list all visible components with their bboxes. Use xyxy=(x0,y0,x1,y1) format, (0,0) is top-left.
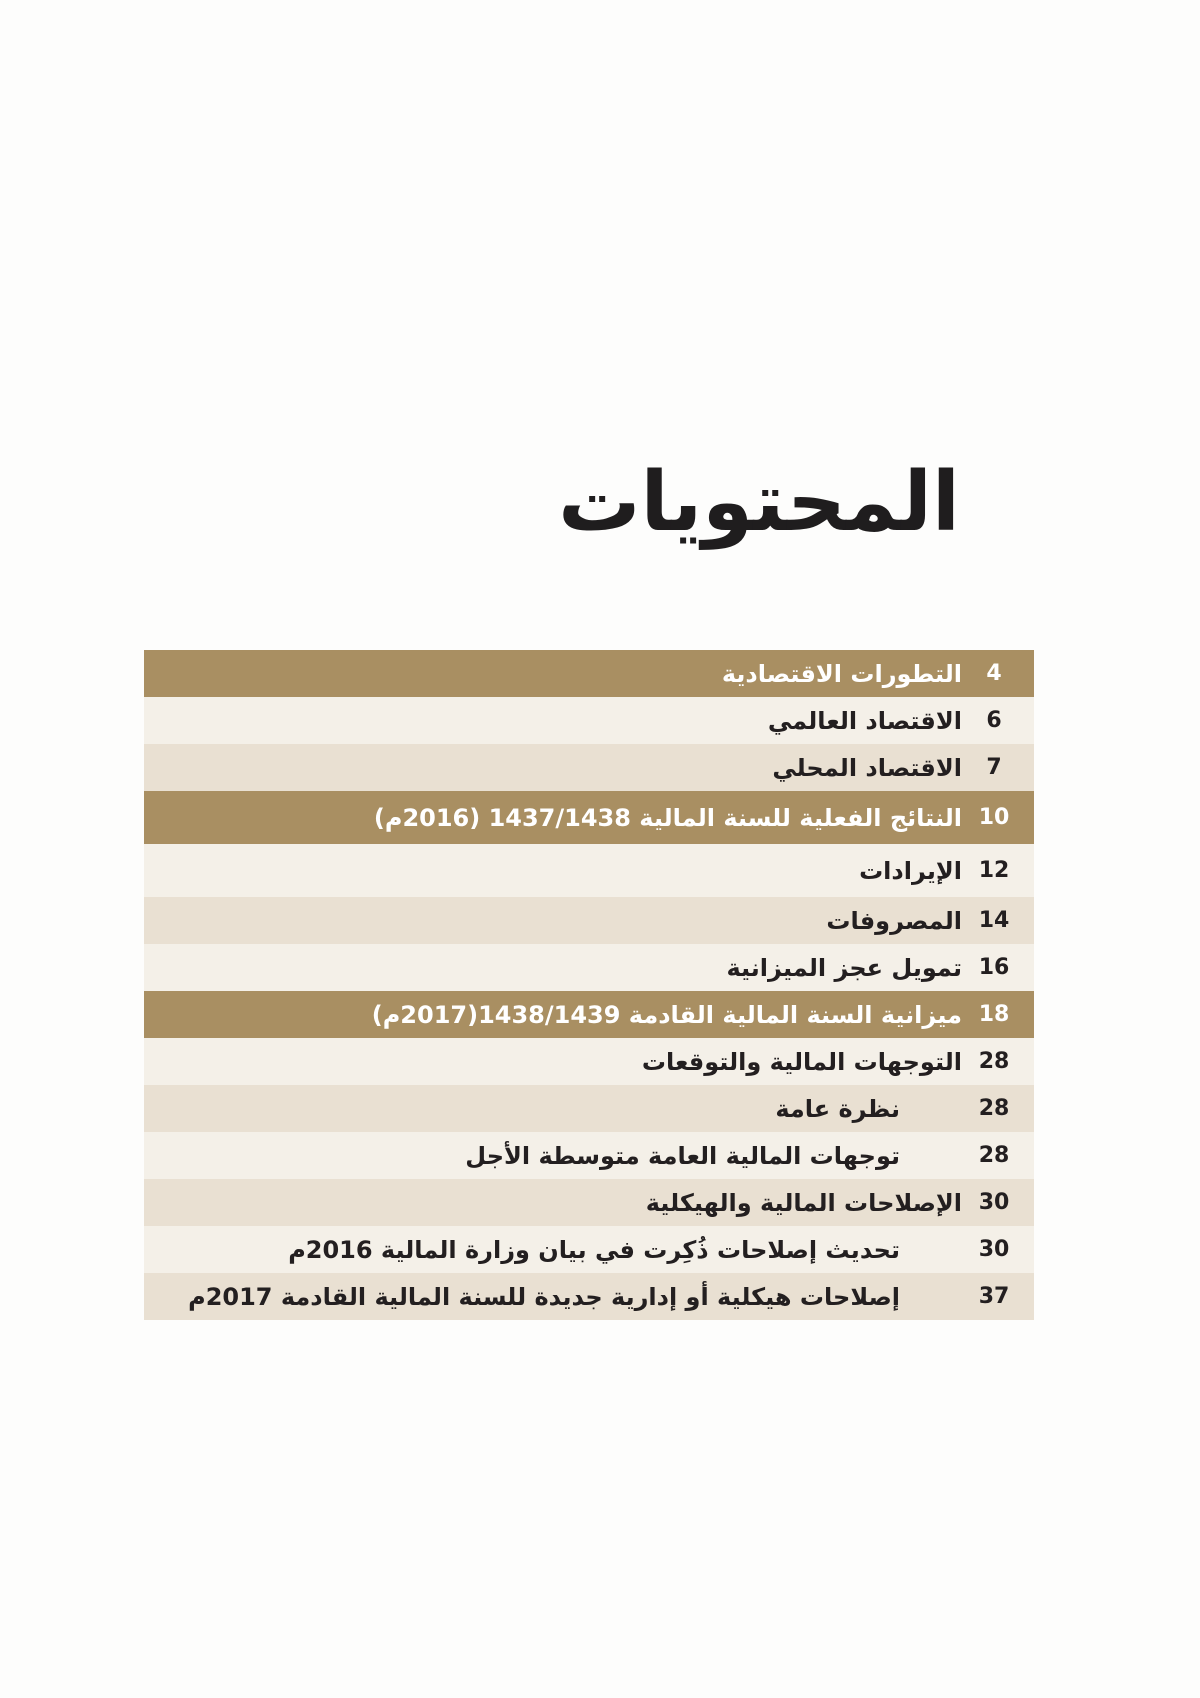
toc-page-number: 28 xyxy=(978,1143,1010,1168)
toc-row[interactable] xyxy=(144,1132,1034,1179)
toc-entry-label: نظرة عامة xyxy=(775,1094,900,1123)
toc-row[interactable] xyxy=(144,1038,1034,1085)
toc-entry-label: التطورات الاقتصادية xyxy=(721,659,962,688)
toc-page-number: 7 xyxy=(986,755,1002,780)
toc-page-number: 10 xyxy=(978,805,1010,830)
toc-entry-label: تمويل عجز الميزانية xyxy=(726,953,962,982)
toc-entry-label: توجهات المالية العامة متوسطة الأجل xyxy=(465,1141,900,1170)
page-title: المحتويات xyxy=(558,455,960,550)
toc-page-number: 16 xyxy=(978,955,1010,980)
toc-page-number: 6 xyxy=(986,708,1002,733)
toc-row[interactable] xyxy=(144,844,1034,897)
toc-page-number: 12 xyxy=(978,858,1010,883)
toc-row[interactable] xyxy=(144,697,1034,744)
toc-entry-label: الإصلاحات المالية والهيكلية xyxy=(645,1188,962,1217)
toc-row[interactable] xyxy=(144,1273,1034,1320)
toc-row[interactable] xyxy=(144,1226,1034,1273)
toc-row[interactable] xyxy=(144,897,1034,944)
toc-entry-label: التوجهات المالية والتوقعات xyxy=(641,1047,962,1076)
toc-entry-label: الإيرادات xyxy=(859,856,962,885)
toc-row[interactable] xyxy=(144,791,1034,844)
toc-page-number: 14 xyxy=(978,908,1010,933)
toc-page-number: 30 xyxy=(978,1190,1010,1215)
toc-row[interactable] xyxy=(144,991,1034,1038)
toc-entry-label: النتائج الفعلية للسنة المالية 1437/1438 (2016م) xyxy=(373,803,962,832)
toc-page-number: 28 xyxy=(978,1049,1010,1074)
toc-row[interactable] xyxy=(144,744,1034,791)
toc-entry-label: المصروفات xyxy=(826,906,962,935)
toc-entry-label: إصلاحات هيكلية أو إدارية جديدة للسنة المالية القادمة 2017م xyxy=(188,1282,900,1311)
toc-entry-label: تحديث إصلاحات ذُكِرت في بيان وزارة المالية 2016م xyxy=(288,1235,900,1264)
toc-page-number: 4 xyxy=(986,661,1002,686)
toc-row[interactable] xyxy=(144,1179,1034,1226)
toc-entry-label: ميزانية السنة المالية القادمة 1438/1439(2017م) xyxy=(371,1000,962,1029)
toc-page-number: 18 xyxy=(978,1002,1010,1027)
toc-entry-label: الاقتصاد المحلي xyxy=(772,753,962,782)
toc-page-number: 37 xyxy=(978,1284,1010,1309)
toc-entry-label: الاقتصاد العالمي xyxy=(767,706,962,735)
toc-row[interactable] xyxy=(144,1085,1034,1132)
toc-row[interactable] xyxy=(144,650,1034,697)
table-of-contents xyxy=(144,650,1034,1320)
toc-row[interactable] xyxy=(144,944,1034,991)
toc-page-number: 28 xyxy=(978,1096,1010,1121)
toc-page-number: 30 xyxy=(978,1237,1010,1262)
